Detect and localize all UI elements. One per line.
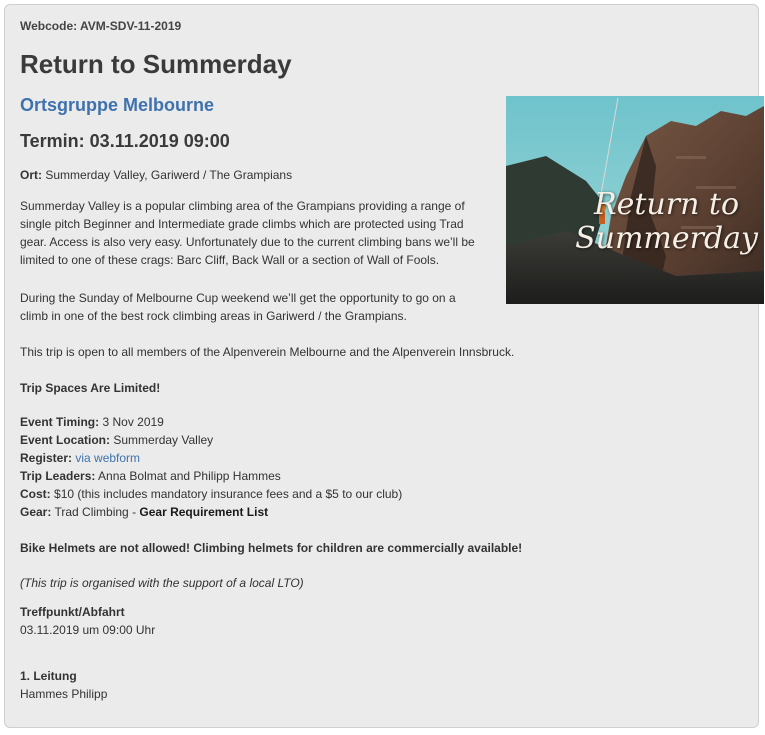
description-line: single pitch Beginner and Intermediate grade climbs which are protected using Trad [20, 217, 464, 231]
event-date-heading: Termin: 03.11.2019 09:00 [20, 131, 230, 151]
detail-label: Cost: [20, 487, 51, 501]
description-paragraph [20, 197, 475, 269]
event-hero-image [506, 96, 764, 304]
detail-label: Trip Leaders: [20, 469, 96, 483]
leader-block [20, 667, 107, 703]
detail-value: Summerday Valley [113, 433, 214, 447]
helmets-note: Bike Helmets are not allowed! Climbing helmets for children are commercially available! [20, 541, 523, 555]
detail-label: Gear: [20, 505, 52, 519]
meeting-label: Treffpunkt/Abfahrt [20, 605, 125, 619]
description-line: limited to one of these crags: Barc Cliff, Back Wall or a section of Wall of Fools. [20, 253, 440, 267]
cup-weekend-paragraph [20, 289, 456, 325]
location-line [20, 166, 292, 184]
detail-leaders [20, 467, 402, 485]
detail-cost [20, 485, 402, 503]
detail-gear [20, 503, 402, 521]
page-title: Return to Summerday [20, 49, 292, 79]
meeting-block [20, 603, 155, 639]
event-details [20, 413, 402, 521]
lto-note: (This trip is organised with the support of a local LTO) [20, 576, 304, 590]
detail-timing [20, 413, 402, 431]
detail-value: $10 (this includes mandatory insurance fees and a $5 to our club) [54, 487, 403, 501]
hero-caption-line: Return to [594, 187, 740, 222]
paragraph-line: climb in one of the best rock climbing areas in Gariwerd / the Grampians. [20, 309, 407, 323]
location-label: Ort: [20, 168, 42, 182]
open-to-note: This trip is open to all members of the Alpenverein Melbourne and the Alpenverein Innsbruck. [20, 345, 515, 359]
limited-notice: Trip Spaces Are Limited! [20, 381, 161, 395]
detail-label: Event Timing: [20, 415, 100, 429]
detail-location [20, 431, 402, 449]
detail-register [20, 449, 402, 467]
description-line: gear. Access is also very easy. Unfortunately due to the current climbing bans we’ll be [20, 235, 475, 249]
description-line: Summerday Valley is a popular climbing area of the Grampians providing a range of [20, 199, 465, 213]
paragraph-line: During the Sunday of Melbourne Cup weekend we’ll get the opportunity to go on a [20, 291, 456, 305]
hero-caption-line: Summerday [575, 221, 758, 256]
gear-requirement-link[interactable]: Gear Requirement List [139, 505, 269, 519]
detail-value: Anna Bolmat and Philipp Hammes [98, 469, 281, 483]
hero-caption [575, 188, 758, 256]
detail-label: Event Location: [20, 433, 111, 447]
register-webform-link[interactable]: via webform [75, 451, 141, 465]
detail-label: Register: [20, 451, 73, 465]
detail-value: 3 Nov 2019 [102, 415, 164, 429]
section-title: Ortsgruppe Melbourne [20, 95, 215, 115]
leader-value: Hammes Philipp [20, 687, 108, 701]
leader-label: 1. Leitung [20, 669, 77, 683]
webcode: Webcode: AVM-SDV-11-2019 [20, 19, 182, 33]
detail-value: Trad Climbing - [54, 505, 140, 519]
event-card [4, 4, 759, 728]
location-value: Summerday Valley, Gariwerd / The Grampians [45, 168, 293, 182]
meeting-value: 03.11.2019 um 09:00 Uhr [20, 623, 156, 637]
